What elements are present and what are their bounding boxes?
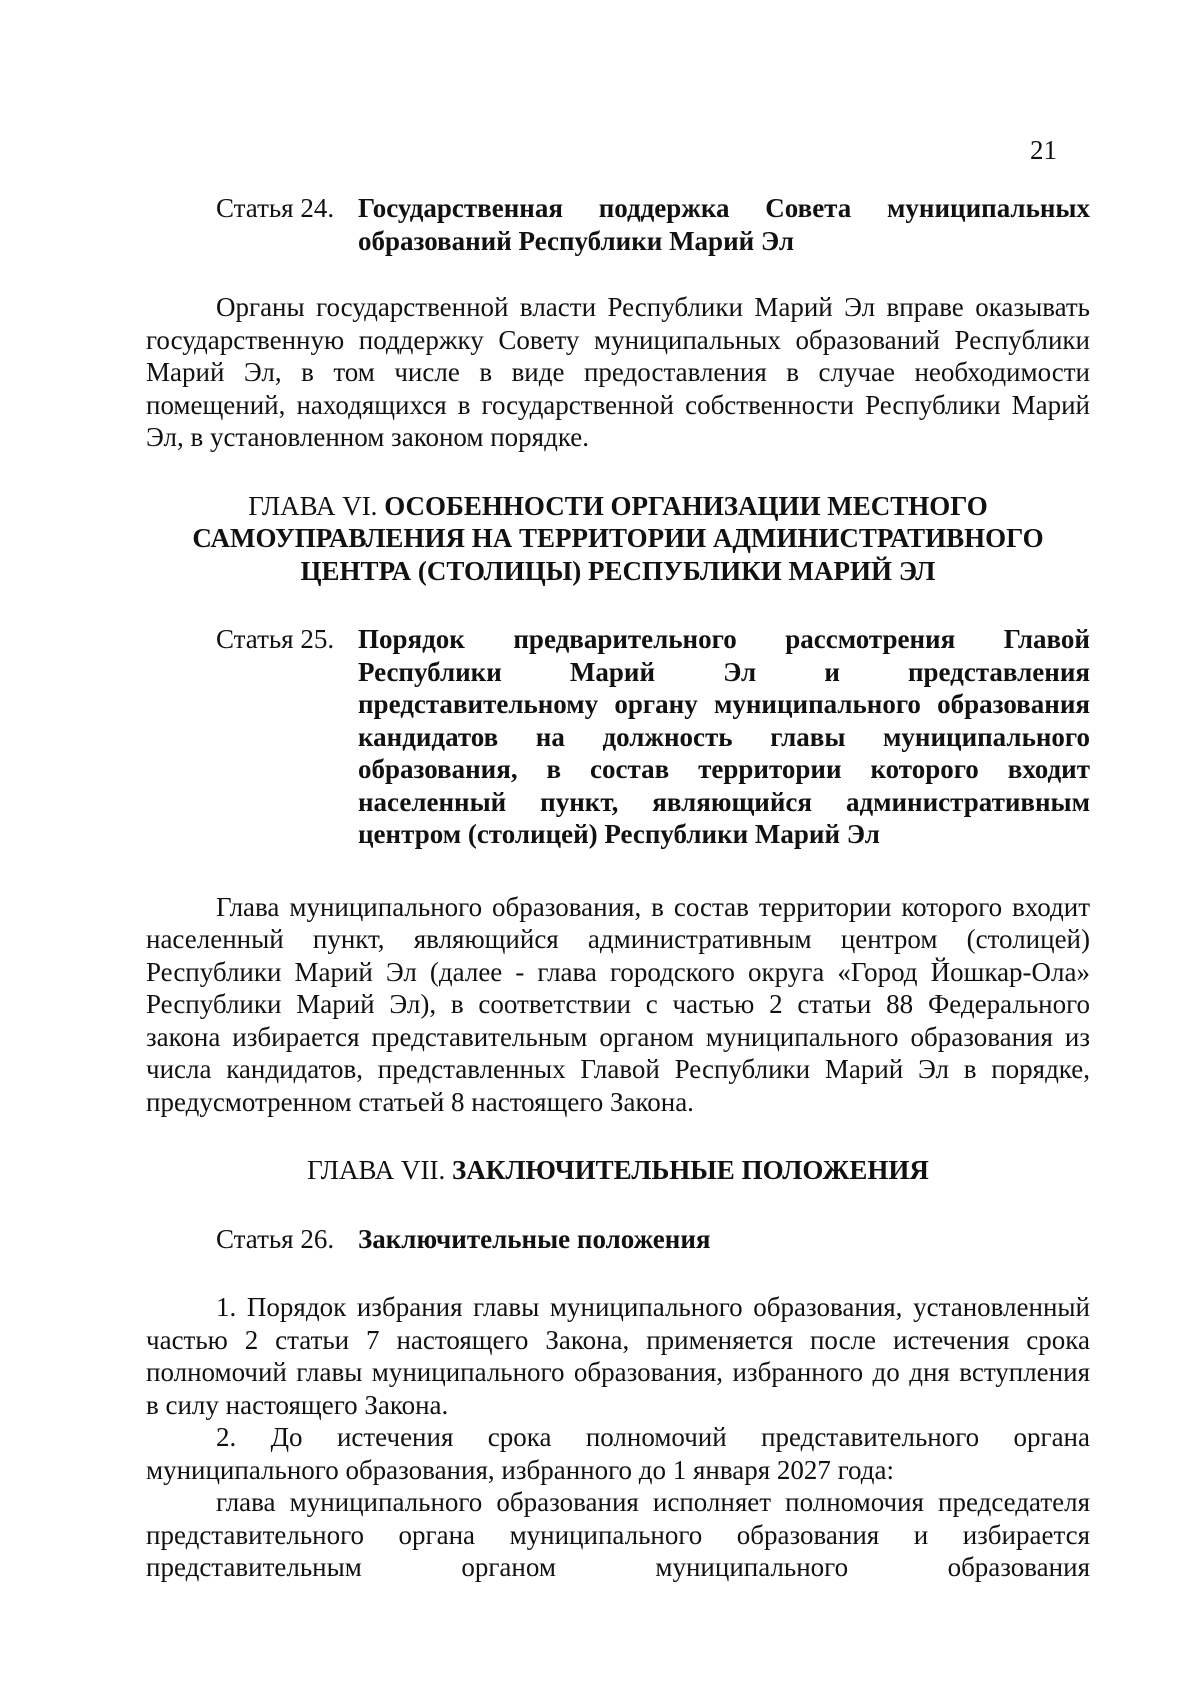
article-24-label: Статья 24. <box>216 193 335 223</box>
article-24-heading <box>216 192 1090 257</box>
document-content <box>146 192 1090 1584</box>
article-26-title: Заключительные положения <box>358 1223 711 1254</box>
chapter-7-label: ГЛАВА VII. <box>307 1155 446 1185</box>
chapter-6-heading <box>146 490 1090 588</box>
article-26-heading <box>216 1223 1090 1256</box>
chapter-6-label: ГЛАВА VI. <box>248 490 378 521</box>
article-26-paragraph-3: глава муниципального образования исполняет полномочия председателя представительного органа муниципального образования и избирается представительным органом муниципального образования <box>146 1487 1090 1582</box>
article-25-body: Глава муниципального образования, в состав территории которого входит населенный пункт, являющийся административным центром (столицей) Республики Марий Эл (далее - глава городского округа «Город Йошкар-Ола» Республики Марий Эл), в соответствии с частью 2 статьи 88 Федерального закона избирается представительным органом муниципального образования из числа кандидатов, представленных Главой Республики Марий Эл в порядке, предусмотренном статьей 8 настоящего Закона. <box>146 891 1090 1117</box>
article-24-title: Государственная поддержка Совета муниципальных образований Республики Марий Эл <box>358 193 1090 256</box>
article-25-title: Порядок предварительного рассмотрения Главой Республики Марий Эл и представления представительному органу муниципального образования кандидатов на должность главы муниципального образования, в состав территории которого входит населенный пункт, являющийся административным центром (столицей) Республики Марий Эл <box>358 624 1090 849</box>
article-26-paragraph-1: 1. Порядок избрания главы муниципального образования, установленный частью 2 статьи 7 настоящего Закона, применяется после истечения срока полномочий главы муниципального образования, избранного до дня вступления в силу настоящего Закона. <box>146 1292 1090 1420</box>
chapter-6-title-line-3: ЦЕНТРА (СТОЛИЦЫ) РЕСПУБЛИКИ МАРИЙ ЭЛ <box>300 555 936 586</box>
article-24-body: Органы государственной власти Республики Марий Эл вправе оказывать государственную поддержку Совету муниципальных образований Республики Марий Эл, в том числе в виде предоставления в случае необходимости помещений, находящихся в государственной собственности Республики Марий Эл, в установленном законом порядке. <box>146 292 1090 452</box>
chapter-7-title: ЗАКЛЮЧИТЕЛЬНЫЕ ПОЛОЖЕНИЯ <box>452 1155 929 1185</box>
article-26-label: Статья 26. <box>216 1223 335 1254</box>
chapter-6-title-line-1: ОСОБЕННОСТИ ОРГАНИЗАЦИИ МЕСТНОГО <box>384 490 988 521</box>
chapter-6-title-line-2: САМОУПРАВЛЕНИЯ НА ТЕРРИТОРИИ АДМИНИСТРАТИВНОГО <box>192 523 1044 553</box>
page-number: 21 <box>1030 135 1057 165</box>
chapter-6-line-1 <box>146 490 1090 523</box>
article-25-label: Статья 25. <box>216 624 335 654</box>
article-26-paragraph-2: 2. До истечения срока полномочий представительного органа муниципального образования, избранного до 1 января 2027 года: <box>146 1422 1090 1485</box>
article-25-heading <box>216 623 1090 851</box>
chapter-7-heading <box>146 1154 1090 1187</box>
